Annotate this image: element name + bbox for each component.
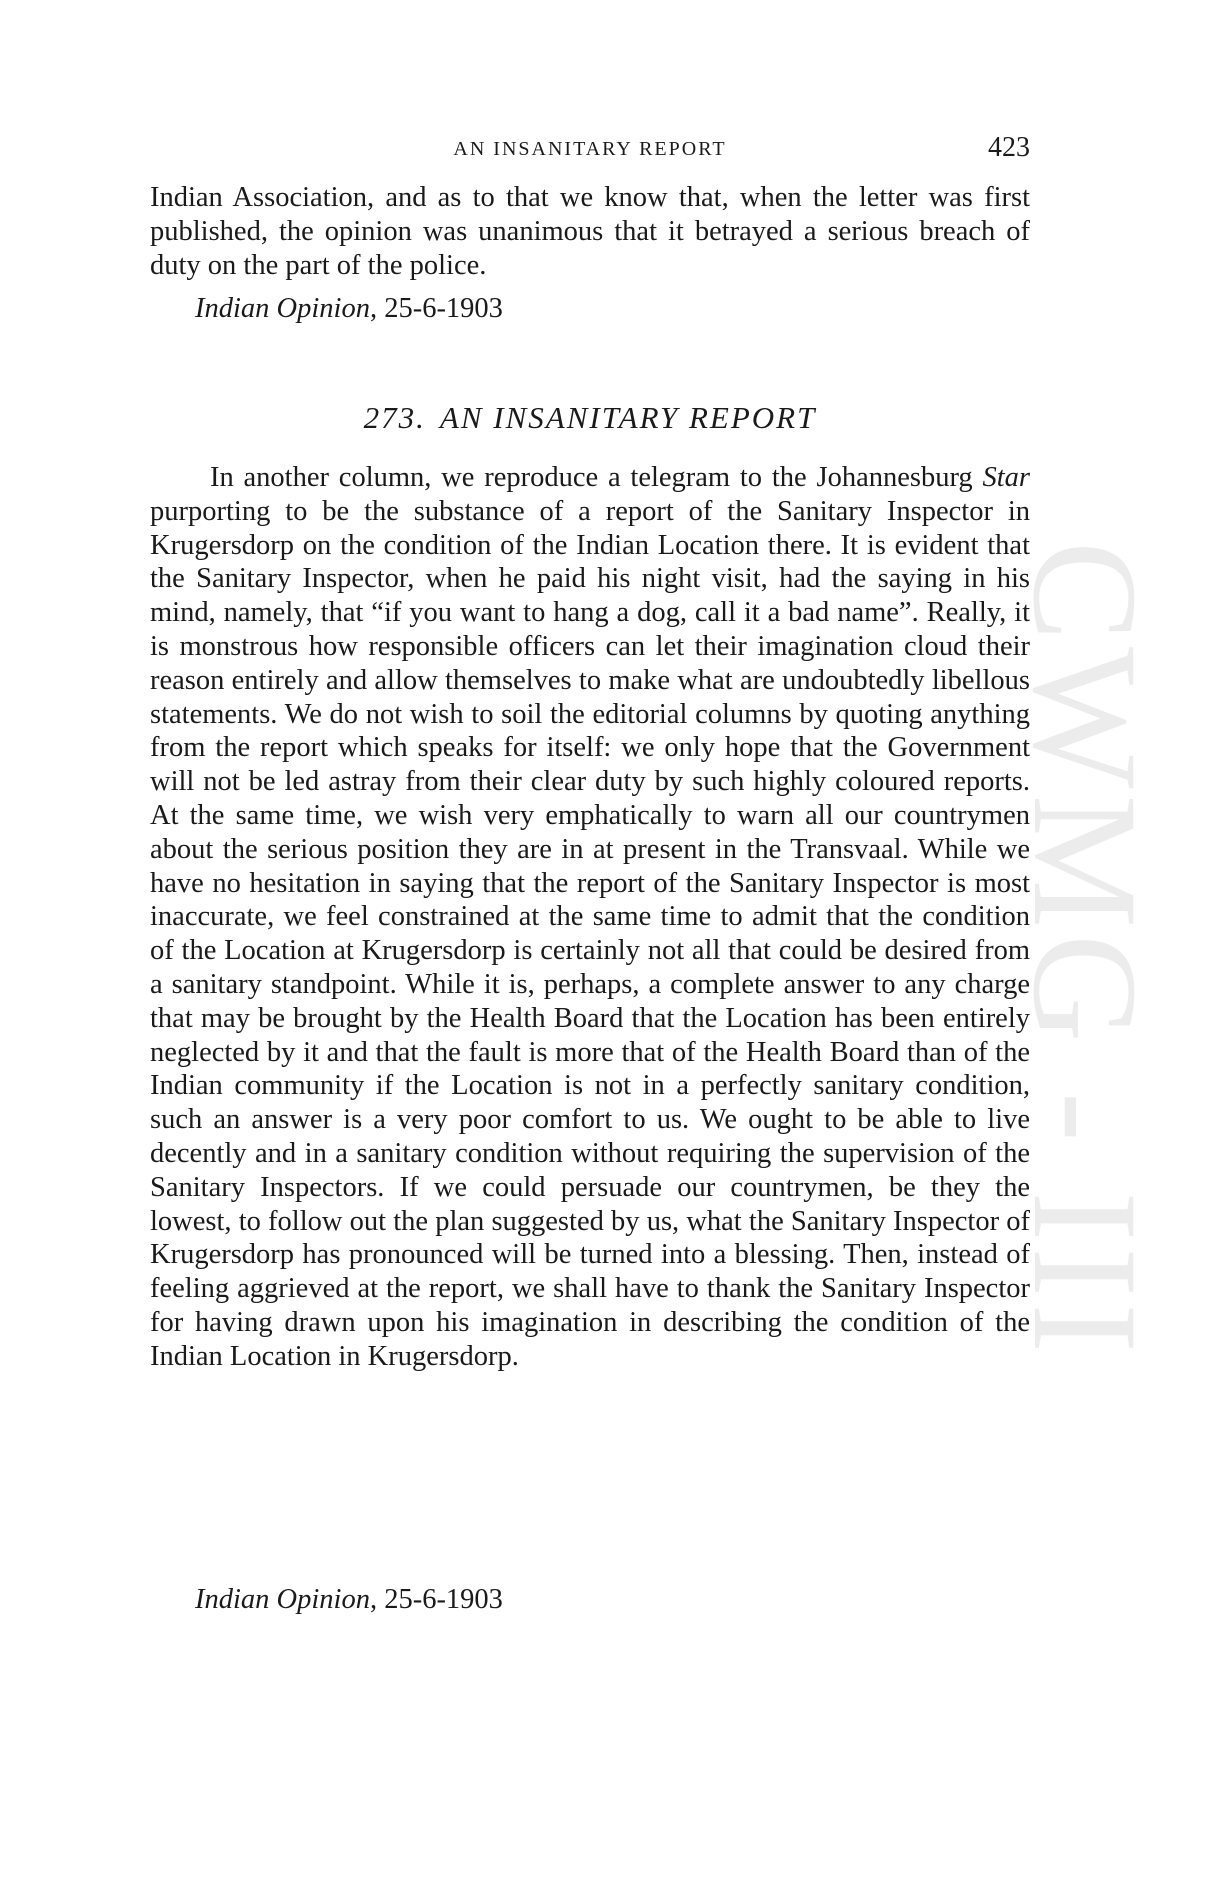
watermark-text: CWMG - III: [1002, 540, 1168, 1360]
source-title: Indian Opinion: [195, 1584, 370, 1615]
source-citation: [195, 293, 503, 325]
newspaper-name: Star: [982, 462, 1030, 493]
running-header: [150, 132, 1030, 168]
source-title: Indian Opinion: [195, 293, 370, 324]
article-number: 273.: [363, 400, 426, 435]
source-date: , 25-6-1903: [369, 293, 503, 324]
article-title: AN INSANITARY REPORT: [439, 400, 817, 435]
paragraph-text-rest: purporting to be the substance of a report of the Sanitary Inspector in Krugersdorp on the condition of the Indian Location there. It is evident that the Sanitary Inspector, when he paid his night visit, had the saying in his mind, namely, that “if you want to hang a dog, call it a bad name”. Really, it is monstrous how responsible officers can let their imagination cloud their reason entirely and allow themselves to make what are undoubtedly libellous statements. We do not wish to soil the editorial columns by quoting anything from the report which speaks for itself: we only hope that the Government will not be led astray from their clear duty by such highly coloured reports. At the same time, we wish very emphatically to warn all our countrymen about the serious position they are in at present in the Transvaal. While we have no hesitation in saying that the report of the Sanitary Inspector is most inaccurate, we feel constrained at the same time to admit that the condition of the Location at Krugersdorp is certainly not all that could be desired from a sanitary standpoint. While it is, perhaps, a complete answer to any charge that may be brought by the Health Board that the Location has been entirely neglected by it and that the fault is more that of the Health Board than of the Indian community if the Location is not in a perfectly sanitary condition, such an answer is a very poor comfort to us. We ought to be able to live decently and in a sanitary condition without requiring the supervision of the Sanitary Inspectors. If we could persuade our countrymen, be they the lowest, to follow out the plan suggested by us, what the Sanitary Inspector of Krugersdorp has pronounced will be turned into a blessing. Then, instead of feeling aggrieved at the report, we shall have to thank the Sanitary Inspector for having drawn upon his imagination in describing the condition of the Indian Location in Krugersdorp.: [150, 495, 1030, 1372]
watermark: [1002, 540, 1168, 1360]
article-body: [150, 461, 1030, 1374]
article-paragraph: [150, 461, 1030, 1374]
paragraph-text-start: In another column, we reproduce a telegram to the Johannesburg: [210, 462, 983, 493]
article-heading: [150, 400, 1030, 436]
continuation-text: Indian Association, and as to that we know that, when the letter was first published, the opinion was unanimous that it betrayed a serious breach of duty on the part of the police.: [150, 182, 1030, 281]
continuation-paragraph: [150, 181, 1030, 282]
running-title: AN INSANITARY REPORT: [453, 138, 727, 160]
source-citation: [195, 1584, 503, 1616]
page-number: 423: [988, 132, 1030, 163]
source-date: , 25-6-1903: [369, 1584, 503, 1615]
